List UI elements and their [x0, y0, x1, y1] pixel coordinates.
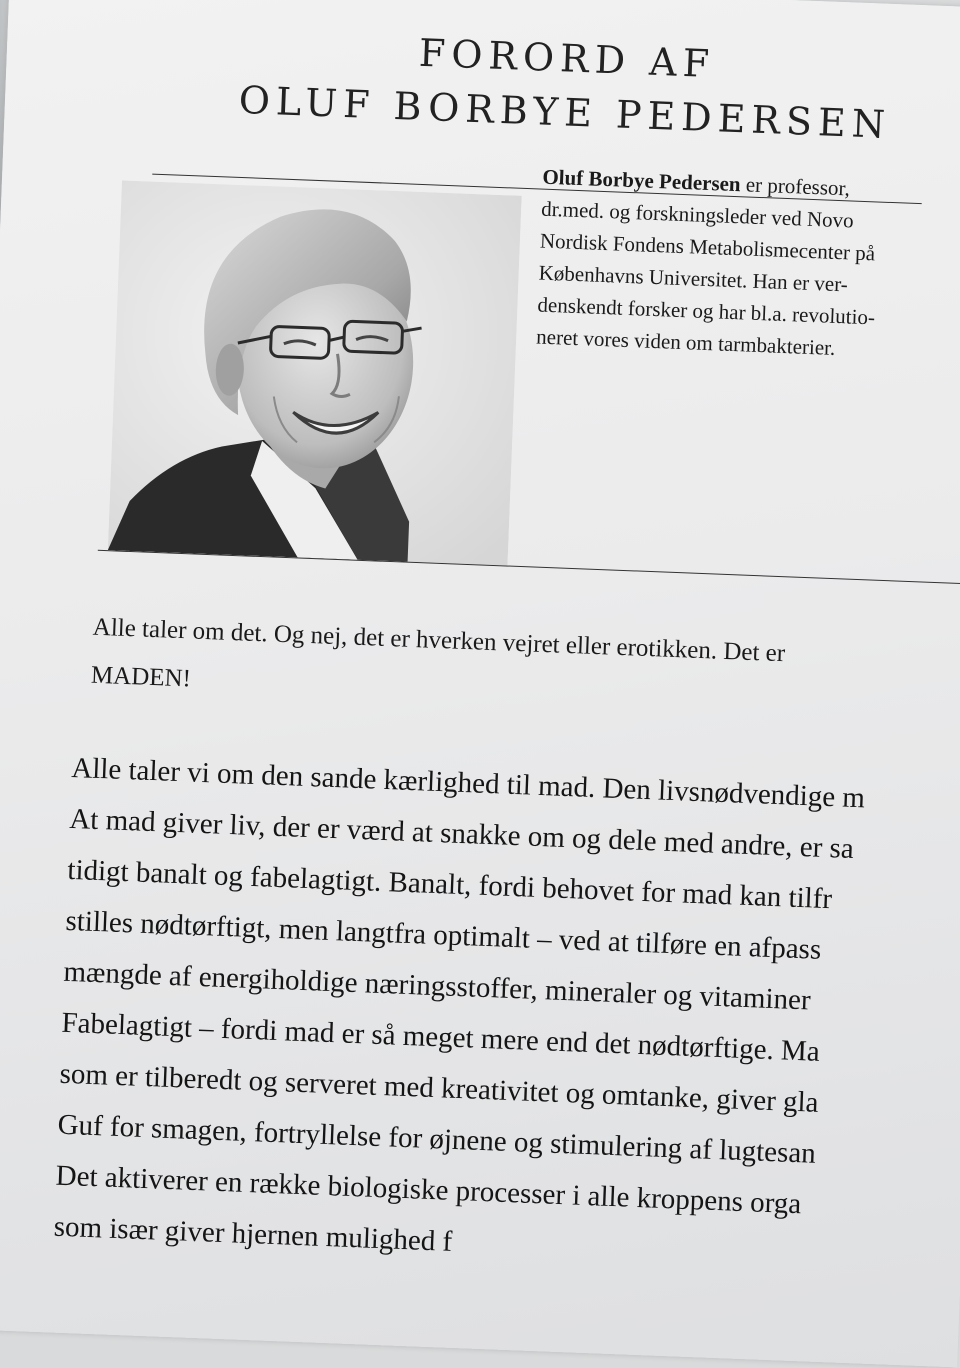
lead-line: Alle taler om det. Og nej, det er hverken vejret eller erotikken. Det er [92, 613, 786, 668]
body-line: Det aktiverer en række biologiske processer i alle kroppens orga [55, 1159, 802, 1221]
body-line: som er tilberedt og serveret med kreativitet og omtanke, giver gla [59, 1057, 820, 1119]
body-line: tidigt banalt og fabelagtigt. Banalt, fordi behovet for mad kan tilfr [66, 853, 833, 916]
body-line: At mad giver liv, der er værd at snakke om og dele med andre, er sa [68, 802, 855, 866]
body-line: Guf for smagen, fortryllelse for øjnene og stimulering af lugtesan [57, 1108, 817, 1170]
lead-line: MADEN! [90, 661, 192, 693]
title-line-2: OLUF BORBYE PEDERSEN [238, 77, 892, 147]
bio-line: er professor, [740, 172, 851, 201]
bio-line: neret vores viden om tarmbakterier. [535, 324, 836, 360]
bio-line: dr.med. og forskningsleder ved Novo [540, 196, 855, 233]
body-line: Alle taler vi om den sande kærlighed til mad. Den livsnødvendige m [70, 751, 866, 815]
bio-line: Nordisk Fondens Metabolismecenter på [539, 228, 876, 266]
divider-bottom [98, 550, 960, 585]
page-title [204, 18, 928, 154]
body-line: stilles nødtørftigt, men langtfra optimalt – ved at tilføre en afpass [64, 904, 822, 966]
lead-paragraph [90, 604, 960, 734]
bio-line: Københavns Universitet. Han er ver- [538, 260, 849, 297]
bio-line: denskendt forsker og har bl.a. revolutio- [537, 292, 876, 330]
body-line: mængde af energiholdige næringsstoffer, mineraler og vitaminer [62, 955, 812, 1017]
portrait-photo [108, 180, 522, 565]
title-line-1: FORORD AF [418, 30, 716, 87]
author-portrait [108, 180, 522, 565]
body-line: som især giver hjernen mulighed f [53, 1210, 453, 1258]
body-paragraph [53, 743, 960, 1288]
body-line: Fabelagtigt – fordi mad er så meget mere end det nødtørftige. Ma [61, 1006, 821, 1068]
author-bio [536, 161, 960, 369]
bio-author-name: Oluf Borbye Pedersen [542, 164, 742, 197]
